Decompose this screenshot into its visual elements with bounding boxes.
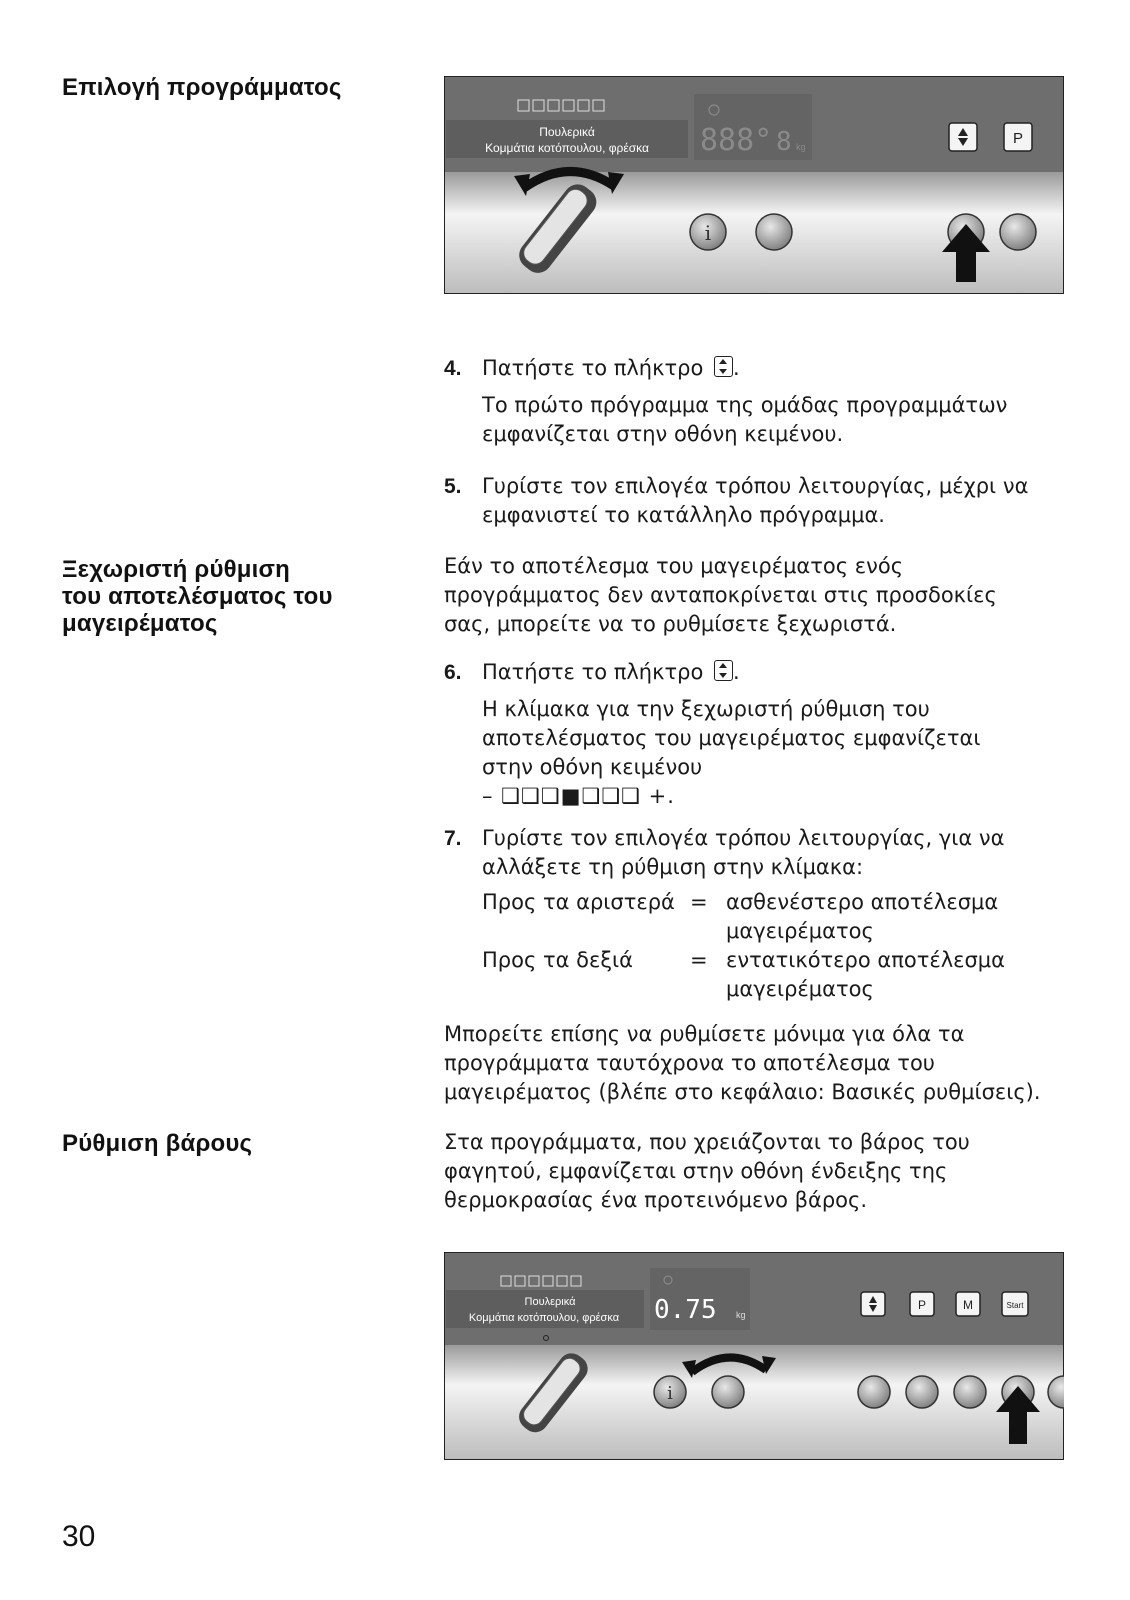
p-key [1004,123,1032,151]
adjust-scale: – ❑❑❑■❑❑❑ +. [482,784,675,808]
control-panel-illustration-1 [444,76,1064,294]
step-4-line: Πατήστε το πλήκτρο [482,356,704,380]
svg-text:M: M [963,1298,973,1312]
step-7: 7. Γυρίστε τον επιλογέα τρόπου λειτουργίας, για να αλλάξετε τη ρύθμιση στην κλίμακα: Προς τα αριστερά = ασθενέστερο αποτέλεσμα μαγειρέματος Προς τα δεξιά = εντατικότερο αποτέλεσμα μαγειρέματος [444,824,1064,1004]
weight-display: 0.75 [654,1295,717,1325]
program-select-key-icon [714,660,733,681]
round-button [712,1376,744,1408]
control-panel-illustration-2 [444,1252,1064,1460]
direction-table: Προς τα αριστερά = ασθενέστερο αποτέλεσμα μαγειρέματος Προς τα δεξιά = εντατικότερο αποτέλεσμα μαγειρέματος [482,890,1006,1001]
display-text-line1: Πουλερικά [539,125,595,139]
display-text-line1: Πουλερικά [524,1296,576,1308]
step-4: 4. Πατήστε το πλήκτρο . Το πρώτο πρόγραμμα της ομάδας προγραμμάτων εμφανίζεται στην οθόνη κειμένου. [444,354,1064,449]
heading-weight-setting: Ρύθμιση βάρους [62,1130,253,1157]
step-4-result-2: εμφανίζεται στην οθόνη κειμένου. [482,422,844,446]
kg-unit: kg [796,142,806,152]
kg-unit: kg [736,1310,746,1320]
svg-text:P: P [917,1298,927,1312]
m-key [956,1292,980,1316]
temp-digits: 888° [700,123,773,158]
heading-individual-adjust: Ξεχωριστή ρύθμιση του αποτελέσματος του μαγειρέματος [62,556,333,637]
round-button [1000,214,1036,250]
round-button [954,1376,986,1408]
svg-text:Start: Start [1006,1301,1024,1310]
step-5: 5. Γυρίστε τον επιλογέα τρόπου λειτουργίας, μέχρι να εμφανιστεί το κατάλληλο πρόγραμμα. [444,474,1029,527]
svg-text:P: P [1012,130,1024,147]
info-button [690,214,726,250]
info-button [654,1376,686,1408]
p-key [910,1292,934,1316]
start-key [1002,1292,1028,1316]
round-button [906,1376,938,1408]
permanent-adjust-paragraph: Μπορείτε επίσης να ρυθμίσετε μόνιμα για όλα τα προγράμματα ταυτόχρονα το αποτέλεσμα του μαγειρέματος (βλέπε στο κεφάλαιο: Βασικές ρυθμίσεις). [444,1022,1041,1104]
temp-digit-small: 8 [776,127,792,157]
heading-program-selection: Επιλογή προγράμματος [62,74,342,101]
page-number: 30 [62,1520,96,1553]
weight-intro-paragraph: Στα προγράμματα, που χρειάζονται το βάρος του φαγητού, εμφανίζεται στην οθόνη ένδειξης της θερμοκρασίας ένα προτεινόμενο βάρος. [444,1130,970,1212]
svg-text:i: i [667,1383,673,1404]
display-text-line2: Κομμάτια κοτόπουλου, φρέσκα [468,1312,620,1324]
program-select-key-icon [714,356,733,377]
program-select-key-icon [949,123,977,151]
display-text-line2: Κομμάτια κοτόπουλου, φρέσκα [485,141,649,155]
round-button [756,214,792,250]
svg-text:i: i [704,221,712,245]
step-6: 6. Πατήστε το πλήκτρο . Η κλίμακα για την ξεχωριστή ρύθμιση του αποτελέσματος του μαγειρέματος εμφανίζεται στην οθόνη κειμένου – ❑❑❑■❑❑❑ +. [444,658,1064,811]
program-select-key-icon [861,1292,885,1316]
adjust-intro-paragraph: Εάν το αποτέλεσμα του μαγειρέματος ενός προγράμματος δεν ανταποκρίνεται στις προσδοκίες σας, μπορείτε να το ρυθμίσετε ξεχωριστά. [444,554,997,636]
step-4-result-1: Το πρώτο πρόγραμμα της ομάδας προγραμμάτων [482,393,1008,417]
round-button [858,1376,890,1408]
